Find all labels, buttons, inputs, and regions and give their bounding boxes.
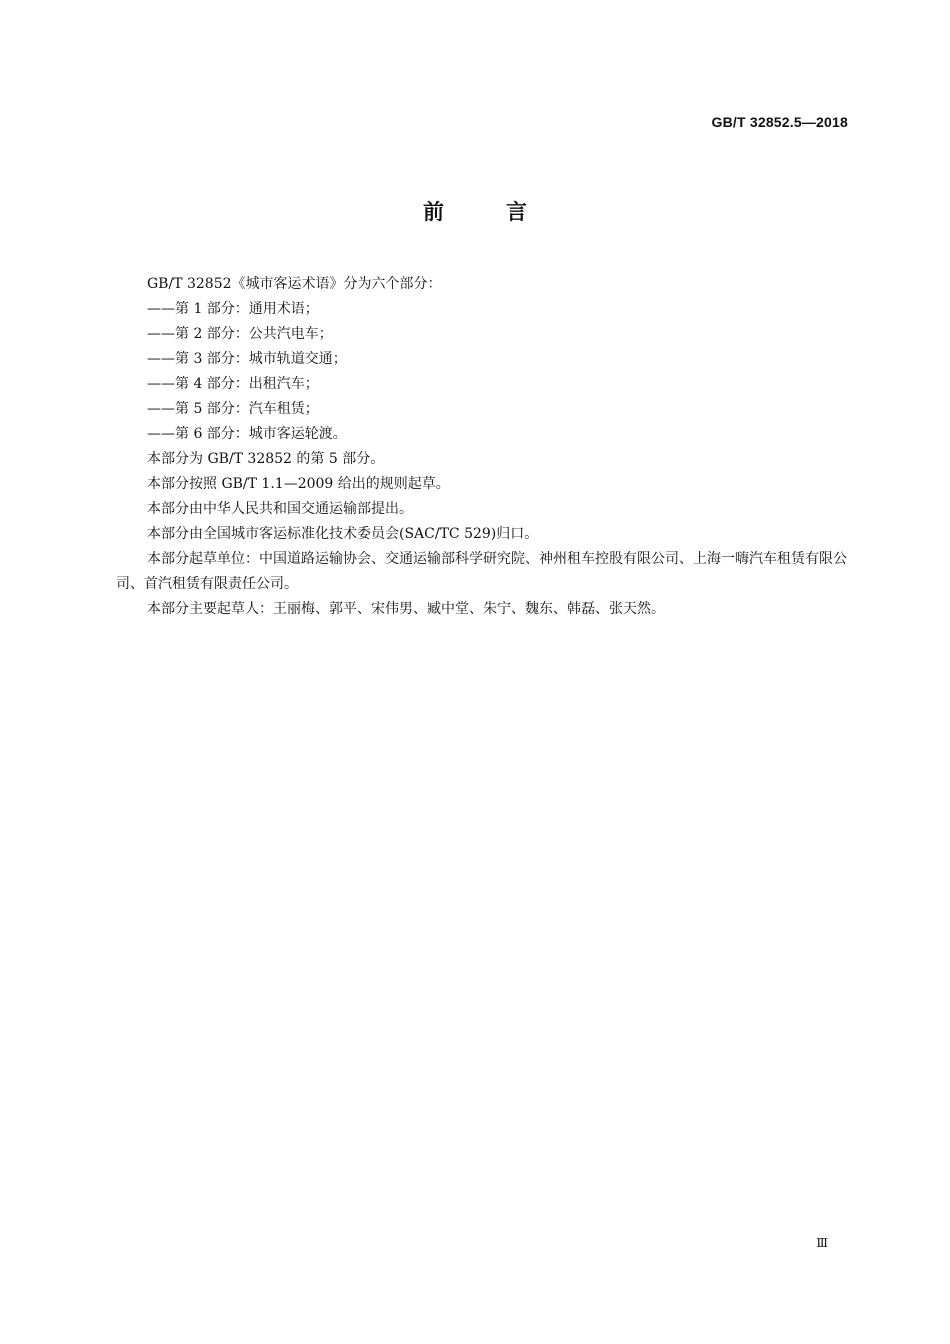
page-number: Ⅲ: [816, 1236, 828, 1250]
paragraph-committee: 本部分由全国城市客运标准化技术委员会(SAC/TC 529)归口。: [147, 526, 539, 542]
paragraph-part-statement: 本部分为 GB/T 32852 的第 5 部分。: [147, 451, 385, 467]
list-item-part-3: ——第 3 部分：城市轨道交通；: [147, 351, 347, 367]
paragraph-drafting-rules: 本部分按照 GB/T 1.1—2009 给出的规则起草。: [147, 476, 450, 492]
list-item-part-6: ——第 6 部分：城市客运轮渡。: [147, 426, 347, 442]
list-item-part-2: ——第 2 部分：公共汽电车；: [147, 326, 333, 342]
paragraph-drafting-units: 本部分起草单位：中国道路运输协会、交通运输部科学研究院、神州租车控股有限公司、上海一嗨汽车租赁有限公司、首汽租赁有限责任公司。: [116, 551, 847, 592]
paragraph-drafters: 本部分主要起草人：王丽梅、郭平、宋伟男、臧中堂、朱宁、魏东、韩磊、张天然。: [147, 601, 665, 617]
page-title: 前言: [423, 200, 589, 224]
list-item-part-4: ——第 4 部分：出租汽车；: [147, 376, 319, 392]
list-item-part-5: ——第 5 部分：汽车租赁；: [147, 401, 319, 417]
list-item-part-1: ——第 1 部分：通用术语；: [147, 301, 319, 317]
standard-code: GB/T 32852.5—2018: [711, 114, 848, 130]
paragraph-proposer: 本部分由中华人民共和国交通运输部提出。: [147, 501, 413, 517]
foreword-body: [116, 272, 851, 622]
paragraph-series-intro: GB/T 32852《城市客运术语》分为六个部分：: [147, 276, 442, 292]
